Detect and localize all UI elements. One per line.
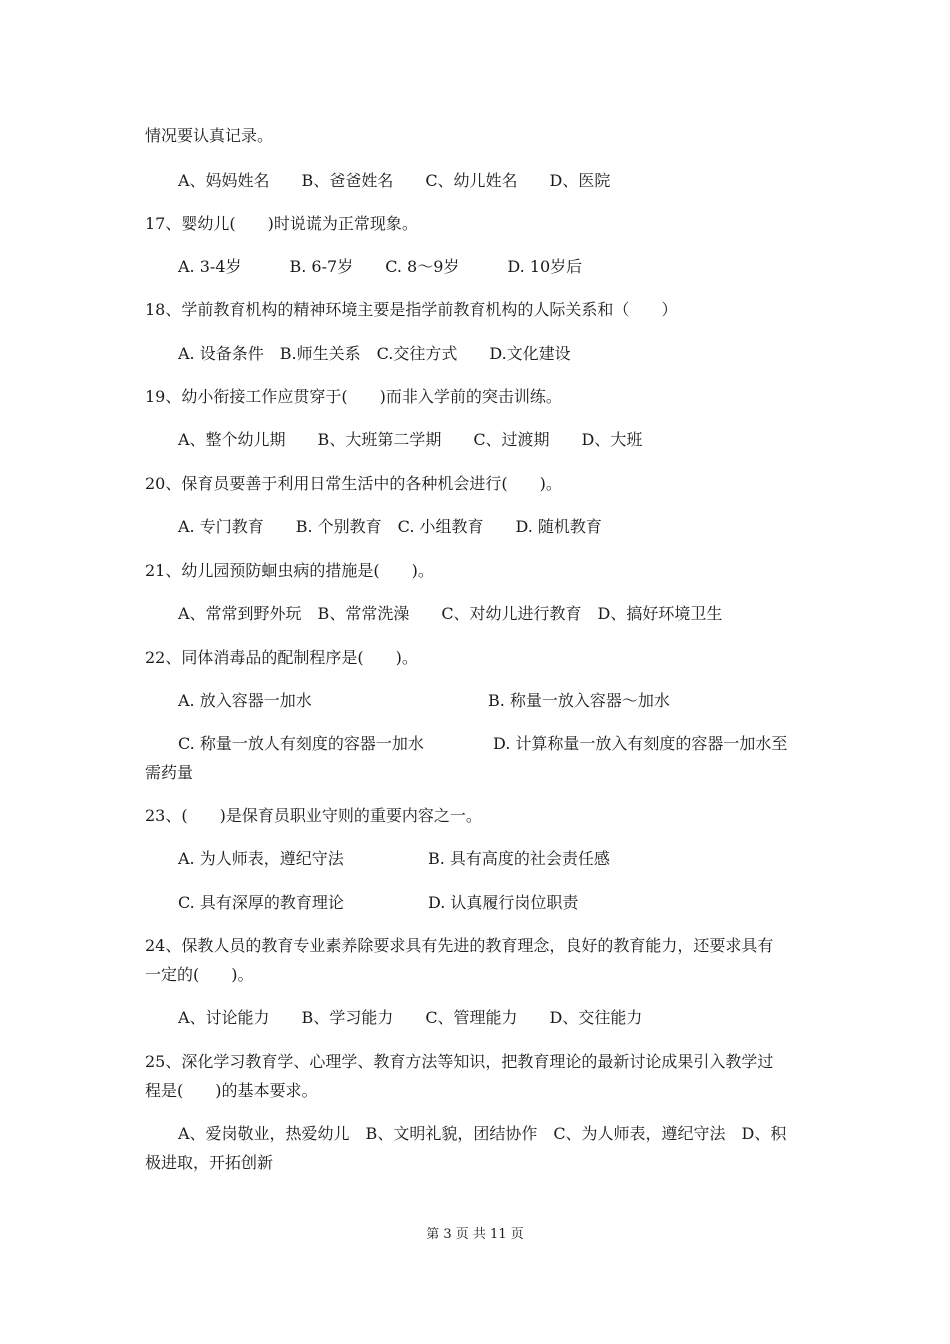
question-17: 17、婴幼儿( )时说谎为正常现象。 (145, 214, 418, 233)
question-20-options: A. 专门教育 B. 个别教育 C. 小组教育 D. 随机教育 (178, 517, 602, 536)
question-18-options: A. 设备条件 B.师生关系 C.交往方式 D.文化建设 (178, 344, 571, 363)
question-24: 24、保教人员的教育专业素养除要求具有先进的教育理念，良好的教育能力，还要求具有 (145, 936, 774, 955)
page-number-footer: 第 3 页 共 11 页 (426, 1227, 524, 1242)
question-22-option-c: C. 称量一放人有刻度的容器一加水 (178, 734, 424, 753)
question-17-options: A. 3-4岁 B. 6-7岁 C. 8～9岁 D. 10岁后 (178, 257, 583, 276)
question-23-option-b: B. 具有高度的社会责任感 (428, 849, 610, 868)
question-16-continuation: 情况要认真记录。 (145, 126, 274, 145)
question-16-options: A、妈妈姓名 B、爸爸姓名 C、幼儿姓名 D、医院 (178, 171, 611, 190)
question-21: 21、幼儿园预防蛔虫病的措施是( )。 (145, 561, 434, 580)
question-25-continuation: 程是( )的基本要求。 (145, 1081, 318, 1100)
question-22-option-a: A. 放入容器一加水 (178, 691, 312, 710)
question-19: 19、幼小衔接工作应贯穿于( )而非入学前的突击训练。 (145, 387, 562, 406)
question-25-options: A、爱岗敬业，热爱幼儿 B、文明礼貌，团结协作 C、为人师表，遵纪守法 D、积 (178, 1124, 787, 1143)
question-23: 23、( )是保育员职业守则的重要内容之一。 (145, 806, 482, 825)
question-19-options: A、整个幼儿期 B、大班第二学期 C、过渡期 D、大班 (178, 430, 643, 449)
question-18: 18、学前教育机构的精神环境主要是指学前教育机构的人际关系和（ ） (145, 300, 678, 319)
question-23-option-a: A. 为人师表，遵纪守法 (178, 849, 344, 868)
question-22-option-d-continuation: 需药量 (145, 763, 194, 782)
question-25: 25、深化学习教育学、心理学、教育方法等知识，把教育理论的最新讨论成果引入教学过 (145, 1052, 774, 1071)
question-25-options-continuation: 极进取，开拓创新 (145, 1153, 274, 1172)
question-22-option-d: D. 计算称量一放入有刻度的容器一加水至 (493, 734, 788, 753)
question-21-options: A、常常到野外玩 B、常常洗澡 C、对幼儿进行教育 D、搞好环境卫生 (178, 604, 723, 623)
question-22-option-b: B. 称量一放入容器～加水 (488, 691, 670, 710)
question-23-option-c: C. 具有深厚的教育理论 (178, 893, 344, 912)
question-23-option-d: D. 认真履行岗位职责 (428, 893, 579, 912)
question-24-options: A、讨论能力 B、学习能力 C、管理能力 D、交往能力 (178, 1008, 643, 1027)
question-22: 22、同体消毒品的配制程序是( )。 (145, 648, 418, 667)
question-20: 20、保育员要善于利用日常生活中的各种机会进行( )。 (145, 474, 562, 493)
question-24-continuation: 一定的( )。 (145, 965, 254, 984)
